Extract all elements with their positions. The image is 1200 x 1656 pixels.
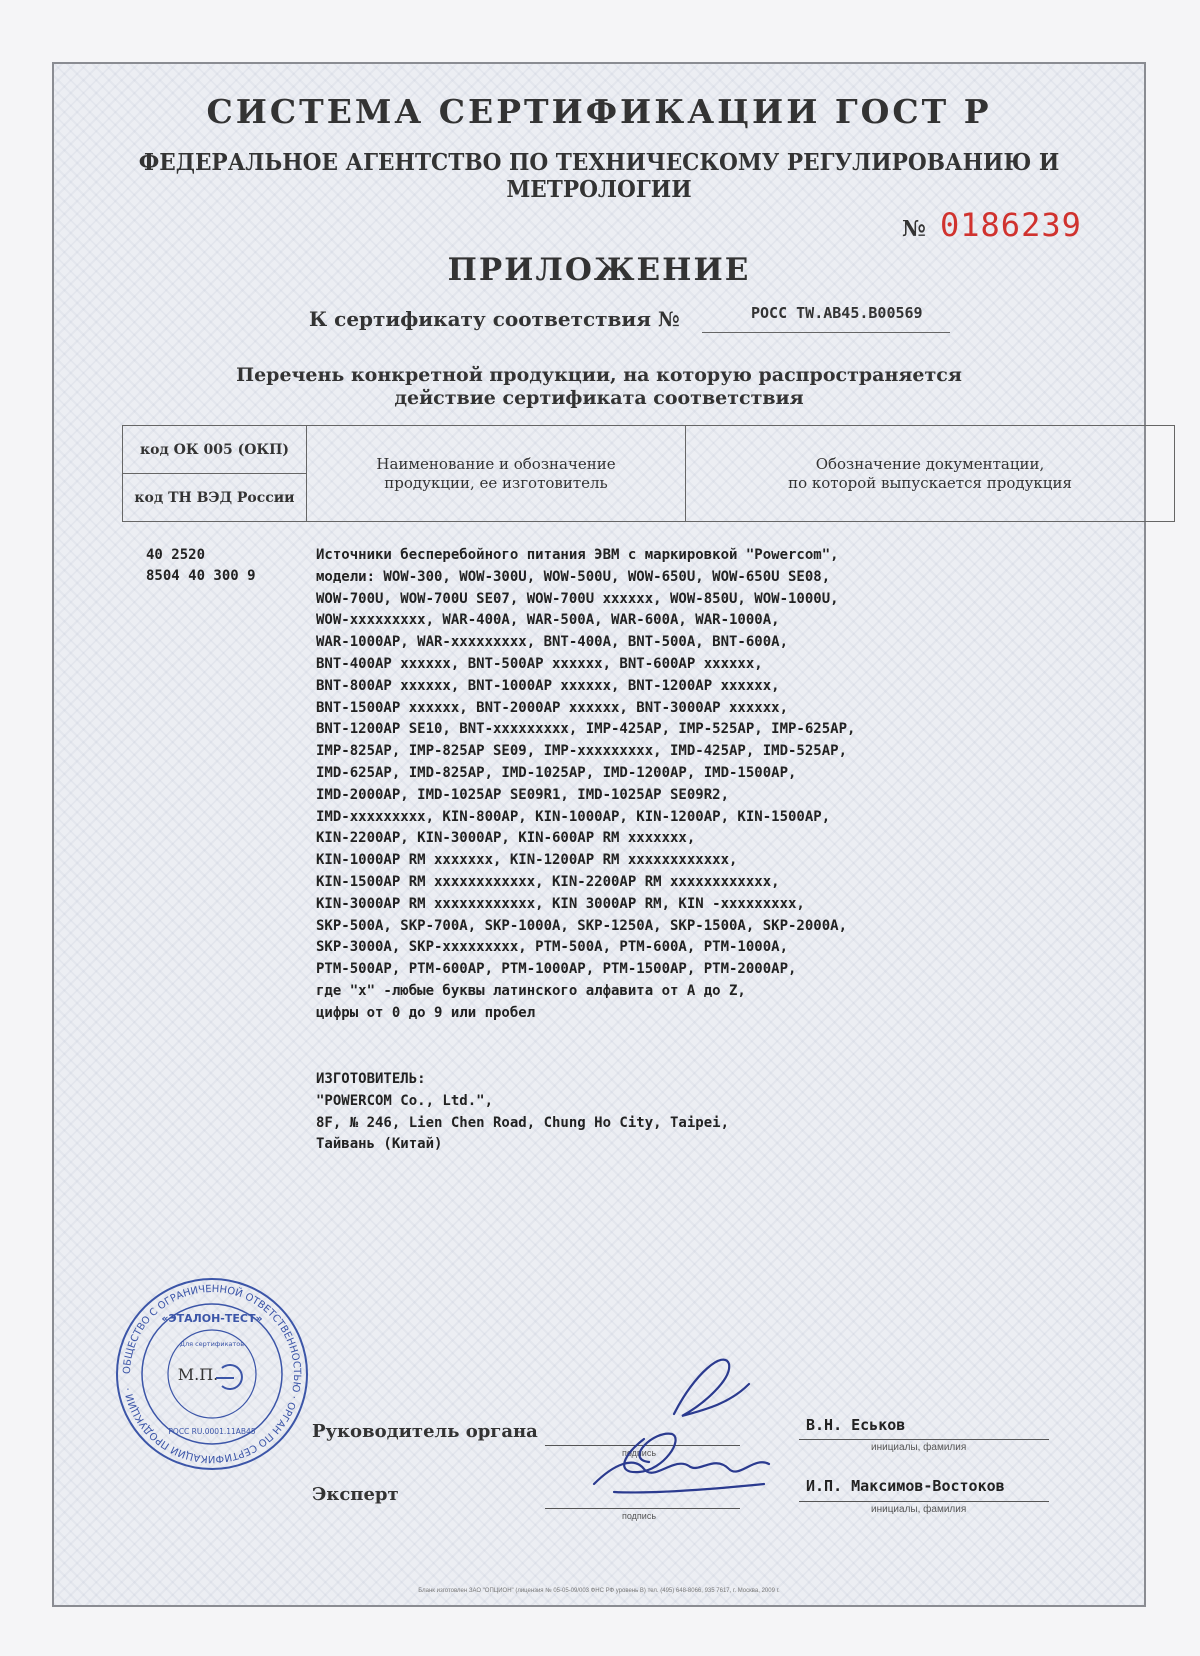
docs-column-header: [686, 426, 1174, 521]
certificate-label: К сертификату соответствия №: [309, 307, 680, 331]
handwritten-signatures: [554, 1344, 784, 1504]
tnved-code: 8504 40 300 9: [146, 568, 256, 584]
expert-signature-caption: подпись: [622, 1511, 657, 1521]
expert-name-line: [799, 1501, 1049, 1502]
head-name: В.Н. Еськов: [806, 1416, 906, 1434]
expert-signature-line: [545, 1508, 740, 1509]
stamp-outer-text: ОБЩЕСТВО С ОГРАНИЧЕННОЙ ОТВЕТСТВЕННОСТЬЮ · ОРГАН ПО СЕРТИФИКАЦИИ ПРОДУКЦИИ ·: [121, 1283, 303, 1465]
annex-title: ПРИЛОЖЕНИЕ: [447, 252, 751, 288]
agency-title: ФЕДЕРАЛЬНОЕ АГЕНТСТВО ПО ТЕХНИЧЕСКОМУ РЕГУЛИРОВАНИЮ И МЕТРОЛОГИИ: [138, 149, 1060, 203]
okp-code: 40 2520: [146, 547, 206, 563]
header-table: [122, 425, 1175, 522]
certificate-sheet: [52, 62, 1146, 1607]
manufacturer-address: 8F, № 246, Lien Chen Road, Chung Ho City, Taipei,: [316, 1114, 730, 1131]
manufacturer-name: "POWERCOM Co., Ltd.",: [316, 1092, 494, 1109]
list-title: [54, 364, 1144, 410]
stamp-reg-number: РОСС RU.0001.11АВ45: [168, 1427, 256, 1436]
tnved-code-header: код ТН ВЭД России: [134, 489, 295, 506]
okp-code-header: код ОК 005 (ОКП): [123, 426, 306, 474]
head-signature-caption: подпись: [622, 1448, 657, 1458]
form-number-sign: №: [902, 216, 926, 242]
manufacturer-label: ИЗГОТОВИТЕЛЬ:: [316, 1071, 426, 1087]
expert-name: И.П. Максимов-Востоков: [806, 1477, 1005, 1495]
certificate-underline: [702, 332, 950, 333]
code-column: [123, 426, 307, 521]
product-header-line1: Наименование и обозначение: [376, 454, 616, 473]
system-title: СИСТЕМА СЕРТИФИКАЦИИ ГОСТ Р: [206, 92, 992, 131]
product-description: Источники бесперебойного питания ЭВМ с маркировкой "Powercom", модели: WOW-300, WOW-300U, WOW-500U, WOW-650U, WOW-650U SE08, WOW-700U, WOW-700U SE07, WOW-700U xxxxxx, WOW-850U, WOW-1000U, WOW-xxxxxxxxx, WAR-400A, WAR-500A, WAR-600A, WAR-1000A, WAR-1000AP, WAR-xxxxxxxxx, BNT-400A, BNT-500A, BNT-600A, BNT-400AP xxxxxx, BNT-500AP xxxxxx, BNT-600AP xxxxxx, BNT-800AP xxxxxx, BNT-1000AP xxxxxx, BNT-1200AP xxxxxx, BNT-1500AP xxxxxx, BNT-2000AP xxxxxx, BNT-3000AP xxxxxx, BNT-1200AP SE10, BNT-xxxxxxxxx, IMP-425AP, IMP-525AP, IMP-625AP, IMP-825AP, IMP-825AP SE09, IMP-xxxxxxxxx, IMD-425AP, IMD-525AP, IMD-625AP, IMD-825AP, IMD-1025AP, IMD-1200AP, IMD-1500AP, IMD-2000AP, IMD-1025AP SE09R1, IMD-1025AP SE09R2, IMD-xxxxxxxxx, KIN-800AP, KIN-1000AP, KIN-1200AP, KIN-1500AP, KIN-2200AP, KIN-3000AP, KIN-600AP RM xxxxxxx, KIN-1000AP RM xxxxxxx, KIN-1200AP RM xxxxxxxxxxxx, KIN-1500AP RM xxxxxxxxxxxx, KIN-2200AP RM xxxxxxxxxxxx, KIN-3000AP RM xxxxxxxxxxxx, KIN 3000AP RM, KIN -xxxxxxxxx, SKP-500A, SKP-700A, SKP-1000A, SKP-1250A, SKP-1500A, SKP-2000A, SKP-3000A, SKP-xxxxxxxxx, PTM-500A, PTM-600A, PTM-1000A, PTM-500AP, PTM-600AP, PTM-1000AP, PTM-1500AP, PTM-2000AP, где "x" -любые буквы латинского алфавита от A до Z, цифры от 0 до 9 или пробел: [316, 547, 856, 1021]
expert-role-label: Эксперт: [312, 1484, 399, 1505]
form-footer: Бланк изготовлен ЗАО "ОПЦИОН" (лицензия № 05-05-09/003 ФНС РФ уровень В) тел. (495) 648-8066, 935 7617, г. Москва, 2009 г.: [418, 1588, 780, 1594]
manufacturer-block: [316, 1069, 1096, 1156]
stamp-seal: [112, 1274, 312, 1474]
certificate-number: РОСС TW.AB45.B00569: [751, 304, 923, 322]
stamp-inner-text: Для сертификатов: [179, 1340, 245, 1348]
head-name-line: [799, 1439, 1049, 1440]
product-column-header: [307, 426, 686, 521]
list-title-line2: действие сертификата соответствия: [394, 387, 804, 409]
rst-logo-icon: [216, 1365, 242, 1389]
manufacturer-country: Тайвань (Китай): [316, 1136, 443, 1153]
list-title-line1: Перечень конкретной продукции, на которую распространяется: [236, 364, 962, 386]
head-name-caption: инициалы, фамилия: [871, 1442, 967, 1453]
stamp-mp: М.П.: [177, 1365, 219, 1384]
docs-header-line2: по которой выпускается продукция: [788, 473, 1072, 492]
product-header-line2: продукции, ее изготовитель: [384, 473, 608, 492]
codes-block: [146, 545, 256, 587]
docs-header-line1: Обозначение документации,: [815, 454, 1045, 473]
head-role-label: Руководитель органа: [312, 1421, 538, 1442]
expert-name-caption: инициалы, фамилия: [871, 1504, 967, 1515]
form-number: 0186239: [940, 206, 1082, 244]
stamp-name: «ЭТАЛОН-ТЕСТ»: [161, 1312, 263, 1325]
